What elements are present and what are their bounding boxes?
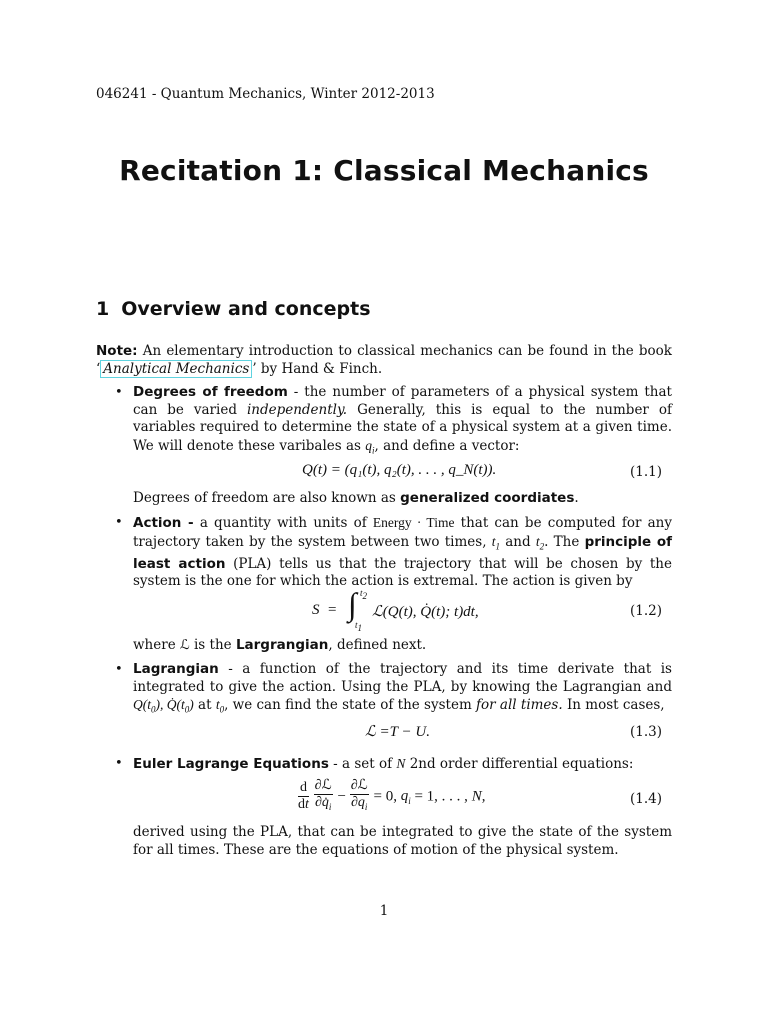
action-text-3: and [500,533,536,550]
term-dof: Degrees of freedom [133,384,288,400]
bullet-icon: • [115,756,123,771]
equation-number-1-3: (1.3) [630,724,663,740]
document-title: Recitation 1: Classical Mechanics [119,154,649,187]
el-text: - a set of [328,756,397,772]
equation-1-4: $\frac{d}{dt}$ $\frac{\text{∂ℒ}}{\partial q̇_i}$ − $\frac{\text{∂ℒ}}{\partial q_i}$ = 0, $q_i = 1$, . . . , N, [298,778,486,812]
action-text-4: . The [544,533,585,550]
note-label: Note: [96,343,138,359]
lagrangian-text-4: In most cases, [562,697,665,713]
term-lagrangian: Lagrangian [133,661,219,677]
lagrangian-text-3: , we can find the state of the system [224,697,477,713]
note-paragraph [96,343,672,378]
el-text-2: 2nd order differential equations: [405,756,634,772]
action-text: a quantity with units of [193,515,373,531]
lagrangian-text: - a function of the trajectory and its time derivate that is integrated to give the action. Using the PLA, by knowing the Lagrangian and [133,661,672,695]
bullet-icon: • [115,662,123,677]
note-text-end: ’ by Hand & Finch. [252,360,383,377]
el-after: derived using the PLA, that can be integrated to give the state of the system for all times. These are the equations of motion of the physical system. [133,824,672,858]
section-number: 1 [96,298,110,320]
lagrangian-emph: for all times. [476,697,563,713]
action-text-2: that can be computed for any trajectory taken by the system between two times, [133,515,672,550]
dof-text: - the number of parameters of a physical system that can be varied [133,384,672,418]
dof-after-bold: generalized coordiates [400,490,575,506]
action-after-end: , defined next. [328,637,427,653]
course-header: 046241 - Quantum Mechanics, Winter 2012-2013 [96,86,435,102]
term-action: Action - [133,515,194,531]
note-text: An elementary introduction to classical mechanics can be found in the book ‘ [96,343,672,377]
action-after [133,637,672,655]
lagrangian-text-2: at [193,697,216,713]
section-title: Overview and concepts [121,298,371,320]
equation-number-1-1: (1.1) [630,464,663,480]
section-heading [96,298,371,320]
list-item-action: Action - a quantity with units of Energy · Time that can be computed for any trajectory taken by the system between two times, $t_1$ and $t_2$. The principle of least action (PLA) tells us that the trajectory that will be chosen by the system is the one for which the action is extremal. The action is given by [133,515,673,590]
equation-number-1-2: (1.2) [630,603,663,619]
dof-after [133,490,672,508]
equation-1-3: ℒ =T − U. [365,724,430,740]
equation-1-1: Q(t) = (q₁(t), q₂(t), . . . , q_N(t)). [302,462,497,478]
list-item-dof: Degrees of freedom - the number of parameters of a physical system that can be varied independently. Generally, this is equal to the number of variables required to determine the state of a physical system at a given time. We will denote these varibales as $q_i$, and define a vector: [133,384,672,456]
page-number: 1 [379,903,389,919]
bullet-icon: • [115,385,123,400]
book-link[interactable]: Analytical Mechanics [100,360,252,378]
term-euler-lagrange: Euler Lagrange Equations [133,756,329,772]
dof-after-text: Degrees of freedom are also known as [133,490,401,506]
dof-text-2: Generally, this is equal to the number of variables required to determine the state of a physical system at a given time. We will denote these varibales as [133,401,672,454]
action-text-5: (PLA) tells us that the trajectory that will be chosen by the system is the one for which the action is extremal. The action is given by [133,555,672,590]
bullet-icon: • [115,515,123,530]
equation-1-2: S = ∫ $t_2$ $t_1$ ℒ(Q(t), Q̇(t); t)dt, [312,586,479,633]
action-after-text: where ℒ is the [133,637,236,653]
list-item-euler-lagrange: Euler Lagrange Equations - a set of N 2nd order differential equations: [133,756,634,772]
action-units: Energy · Time [372,515,455,530]
dof-text-3: , and define a vector: [374,437,520,454]
action-after-bold: Largrangian [235,637,329,653]
dof-after-end: . [574,490,579,506]
dof-emph: independently. [246,401,348,418]
action-pla-term: principle of least action [133,533,673,572]
list-item-lagrangian: Lagrangian - a function of the trajectory and its time derivate that is integrated to give the action. Using the PLA, by knowing the Lagrangian and $Q(t_0)$, $Q̇(t_0)$ at $t_0$, we can find the state of the system for all times. In most cases, [133,661,672,715]
equation-number-1-4: (1.4) [630,791,663,807]
